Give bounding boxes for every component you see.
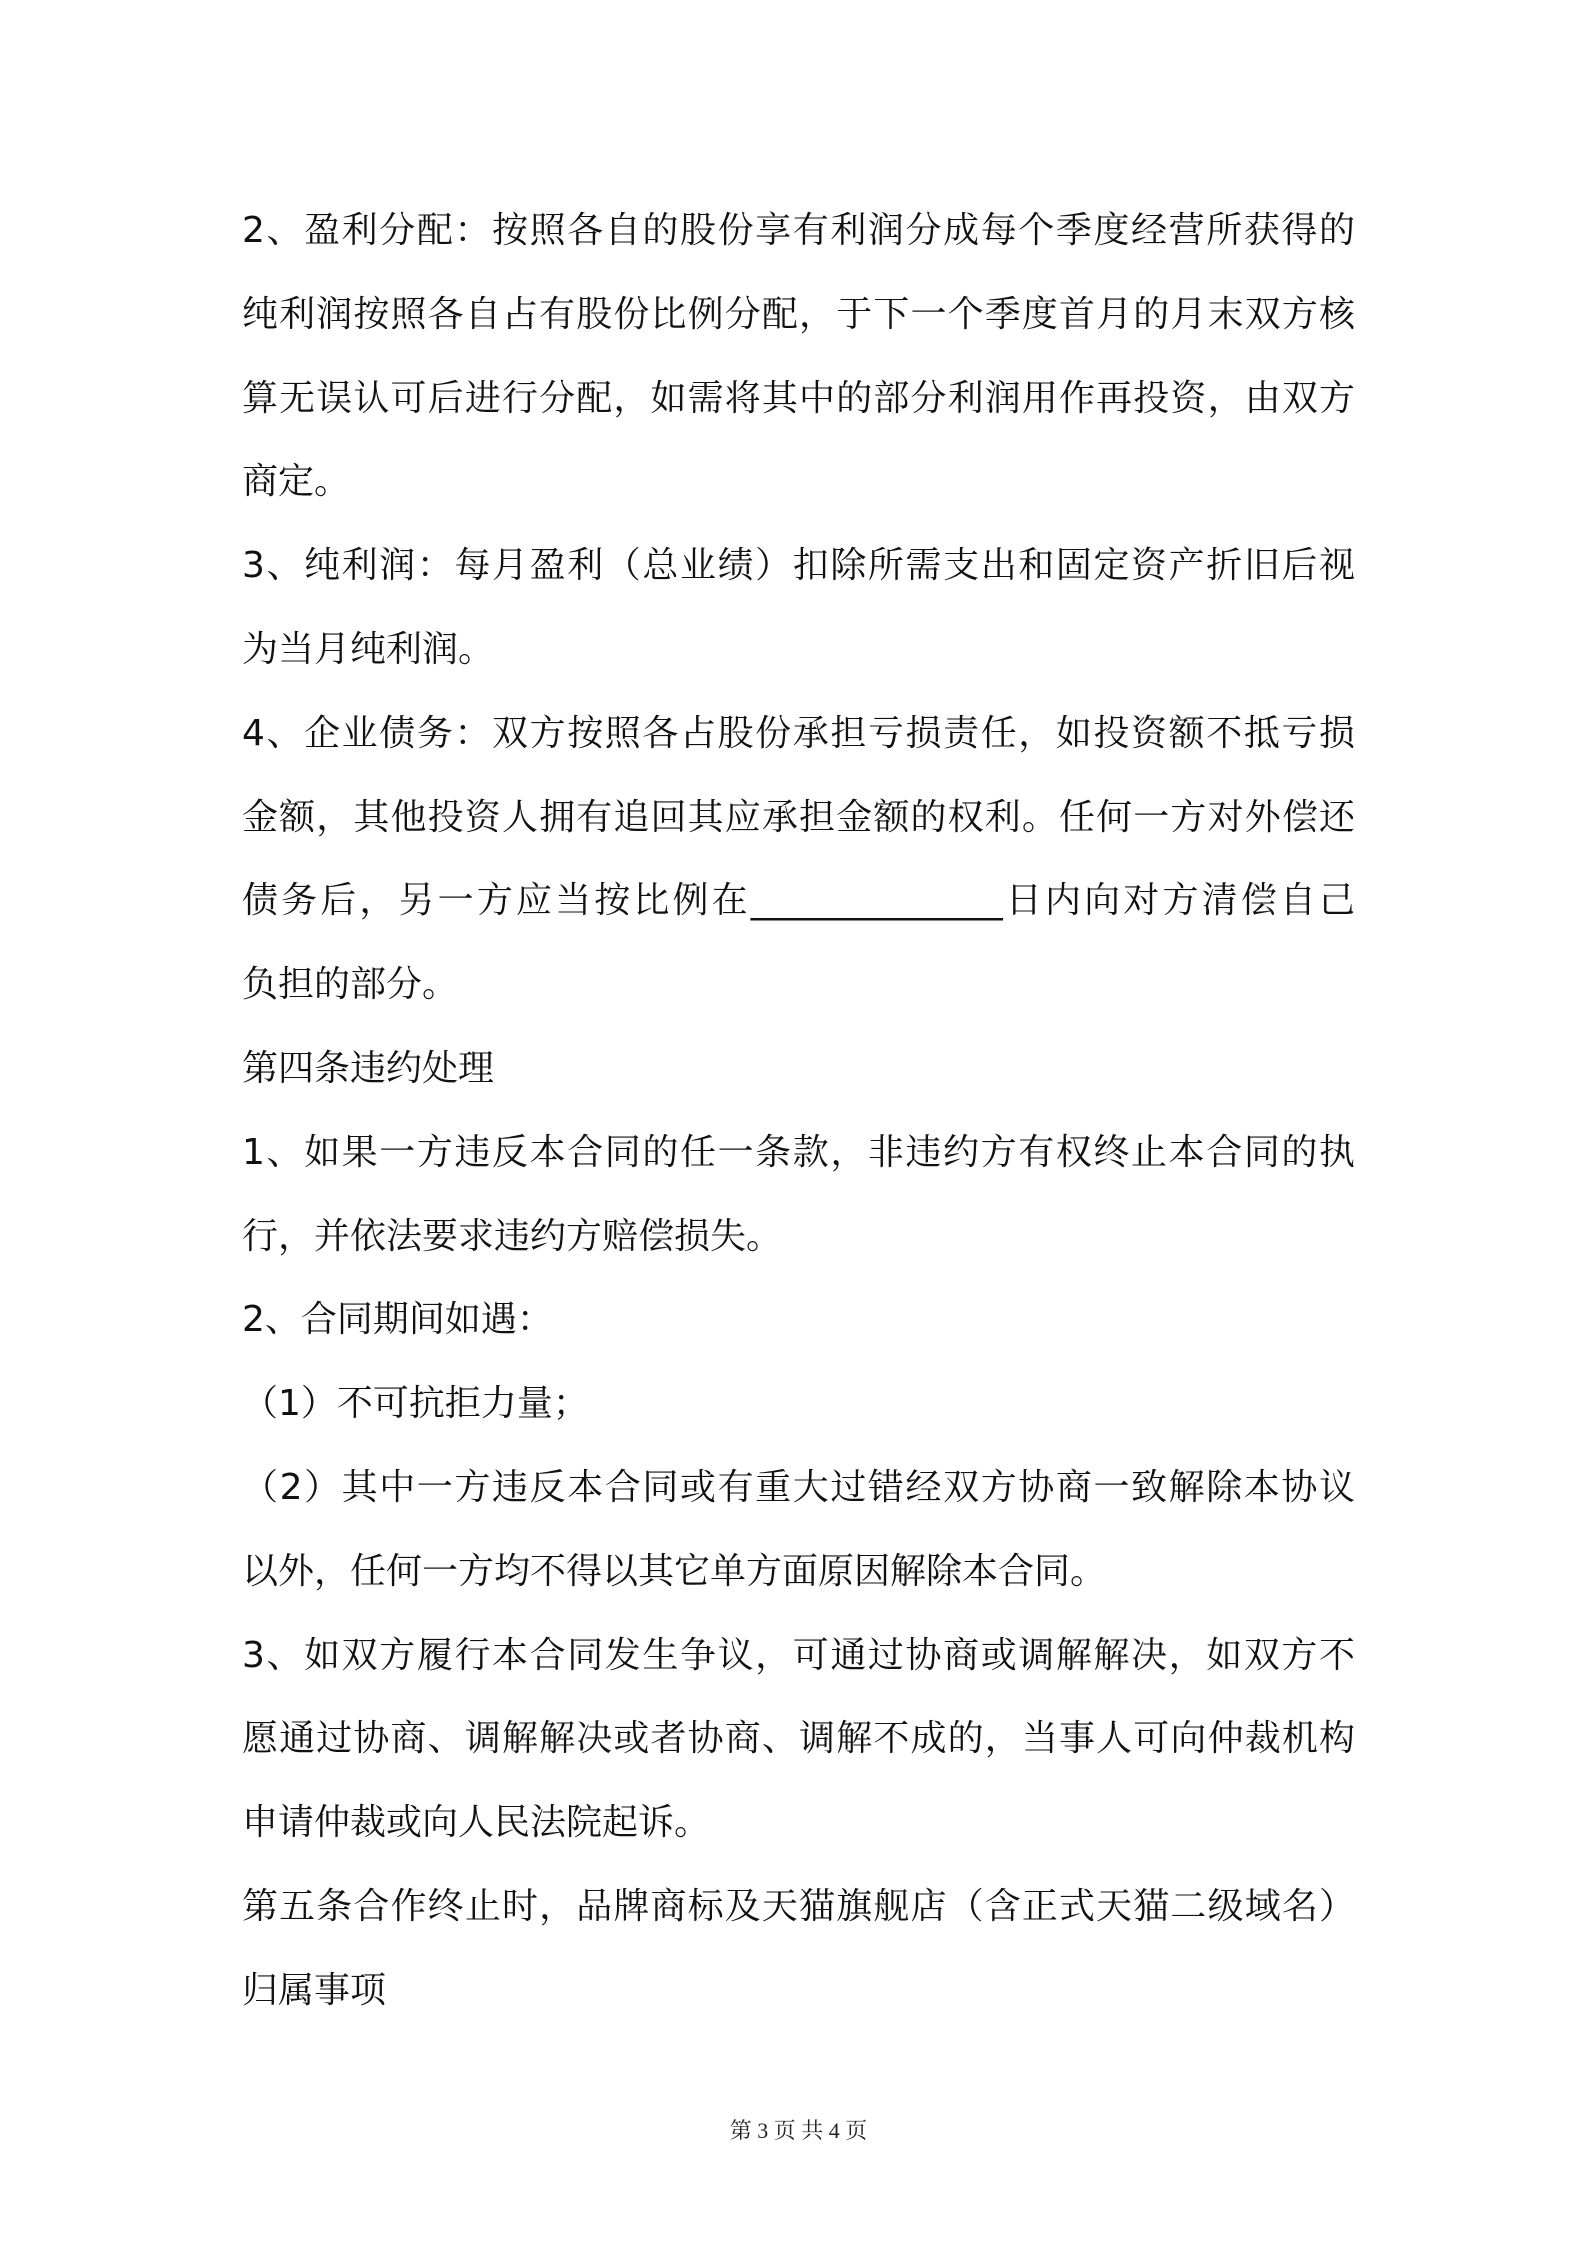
document-body (242, 189, 1355, 2033)
text-line: 第四条违约处理 (242, 1047, 495, 1089)
text-line: 纯利润按照各自占有股份比例分配，于下一个季度首月的月末双方核 (242, 293, 1355, 335)
text-line: 行，并依法要求违约方赔偿损失。 (242, 1215, 783, 1257)
sub-item-mutual-termination (242, 1446, 1355, 1614)
text-line: 4、企业债务：双方按照各占股份承担亏损责任，如投资额不抵亏损 (242, 712, 1355, 754)
text-line: 为当月纯利润。 (242, 628, 495, 670)
clause-dispute-resolution (242, 1614, 1355, 1865)
text-line: 算无误认可后进行分配，如需将其中的部分利润用作再投资，由双方 (242, 377, 1355, 419)
clause-net-profit (242, 524, 1355, 692)
text-line: 第五条合作终止时，品牌商标及天猫旗舰店（含正式天猫二级域名） (242, 1885, 1355, 1927)
section-heading (242, 1865, 1355, 2033)
text-line: 3、纯利润：每月盈利（总业绩）扣除所需支出和固定资产折旧后视 (242, 545, 1355, 587)
text-line: 以外，任何一方均不得以其它单方面原因解除本合同。 (242, 1550, 1107, 1592)
sub-item-force-majeure (242, 1362, 1355, 1446)
clause-breach-termination (242, 1111, 1355, 1279)
text-line: 归属事项 (242, 1969, 387, 2011)
text-line: 2、合同期间如遇： (242, 1299, 553, 1341)
text-line: （1）不可抗拒力量； (242, 1383, 589, 1425)
text-line: 负担的部分。 (242, 964, 459, 1006)
section-heading (242, 1027, 1355, 1111)
text-line: 金额，其他投资人拥有追回其应承担金额的权利。任何一方对外偿还 (242, 796, 1355, 838)
text-line: 申请仲裁或向人民法院起诉。 (242, 1802, 711, 1844)
text-line: 2、盈利分配：按照各自的股份享有利润分成每个季度经营所获得的 (242, 210, 1355, 251)
text-line: 愿通过协商、调解解决或者协商、调解不成的，当事人可向仲裁机构 (242, 1718, 1355, 1760)
text-line: 商定。 (242, 461, 351, 503)
clause-profit-distribution (242, 189, 1355, 524)
text-line: 债务后，另一方应当按比例在______________日内向对方清偿自己 (242, 880, 1355, 922)
text-line: （2）其中一方违反本合同或有重大过错经双方协商一致解除本协议 (242, 1466, 1355, 1508)
clause-contract-period (242, 1278, 1355, 1362)
clause-corporate-debt (242, 692, 1355, 1027)
text-line: 1、如果一方违反本合同的任一条款，非违约方有权终止本合同的执 (242, 1131, 1355, 1173)
page-number-footer: 第 3 页 共 4 页 (729, 2118, 868, 2143)
text-line: 3、如双方履行本合同发生争议，可通过协商或调解解决，如双方不 (242, 1634, 1355, 1676)
